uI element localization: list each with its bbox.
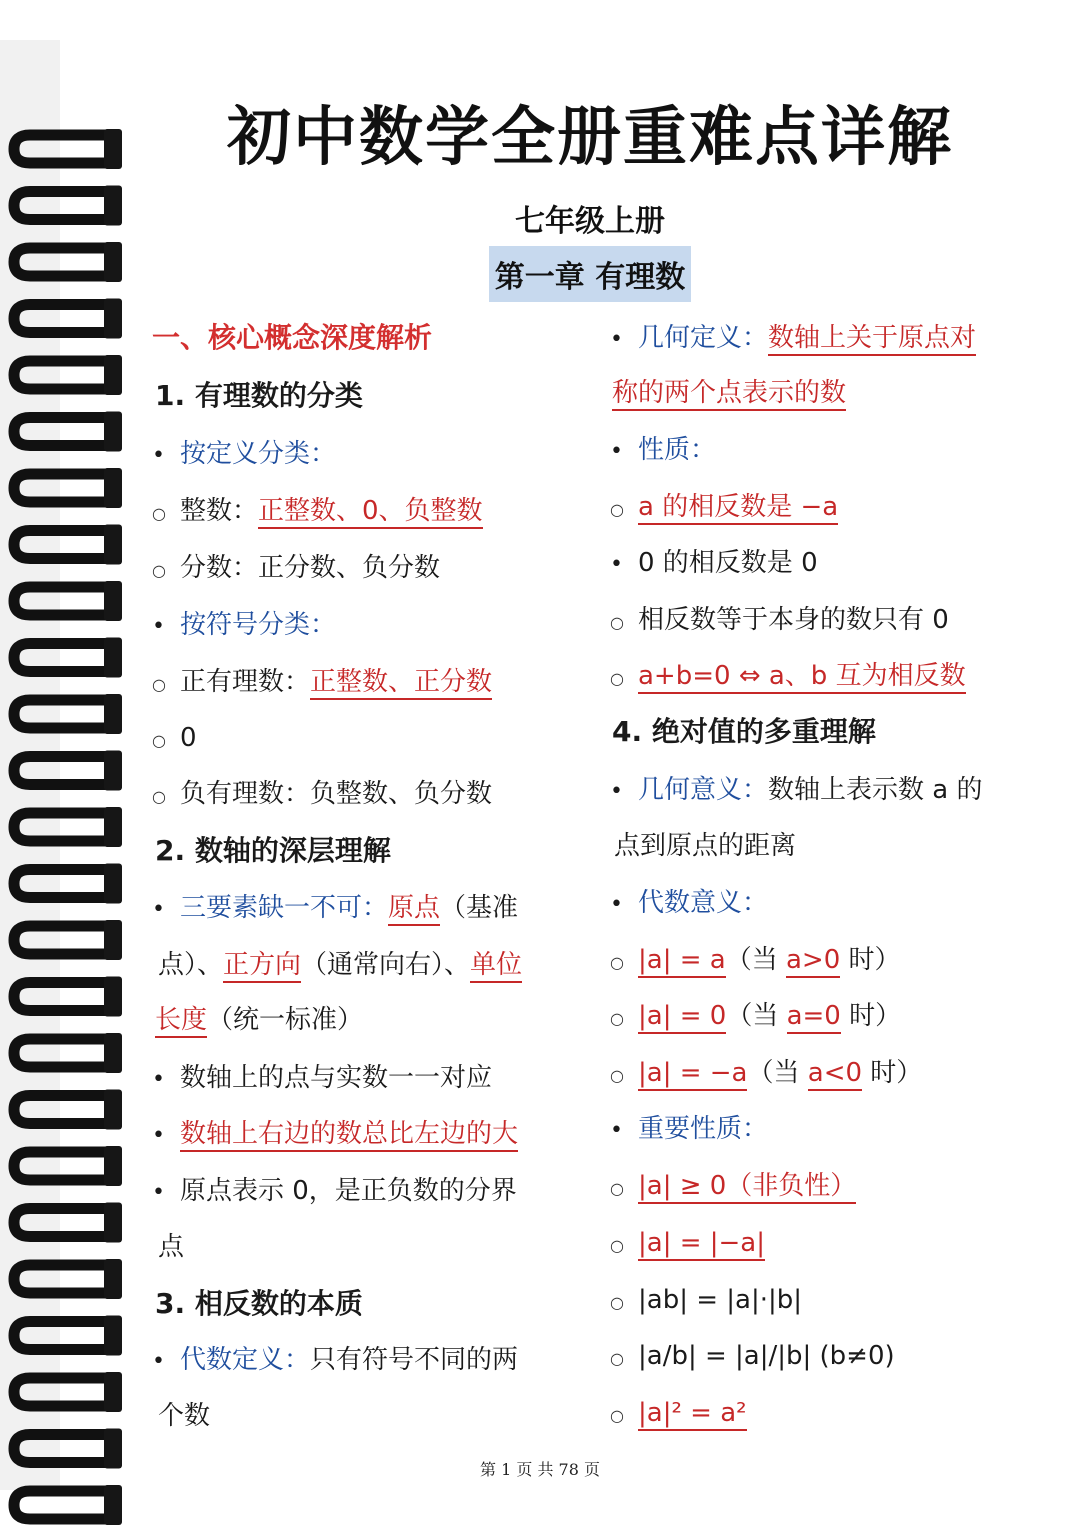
circle-bullet-icon: ○: [152, 787, 166, 806]
binding-hole: [104, 638, 122, 678]
circle-bullet-icon: ○: [610, 953, 624, 972]
bullet-icon: •: [152, 1067, 165, 1092]
section-heading: 一、核心概念深度解析: [152, 321, 433, 354]
binding-hole: [104, 299, 122, 339]
sub-item: ○ 0: [152, 718, 197, 761]
binding-hole: [104, 1146, 122, 1186]
circle-bullet-icon: ○: [152, 675, 166, 694]
circle-bullet-icon: ○: [152, 731, 166, 750]
bullet-icon: •: [610, 1118, 623, 1143]
circle-bullet-icon: ○: [610, 500, 624, 519]
bullet-icon: •: [610, 327, 623, 352]
binding-hole: [104, 751, 122, 791]
sub-item: ○ |a| = a（当 a>0 时）: [610, 940, 901, 983]
sub-item: ○ |a| ≥ 0（非负性）: [610, 1166, 856, 1209]
circle-bullet-icon: ○: [610, 669, 624, 688]
bullet-item: • 按定义分类：: [152, 434, 336, 476]
sub-item: ○ 正有理数：正整数、正分数: [152, 662, 492, 705]
binding-hole: [104, 355, 122, 395]
binding-hole: [104, 1033, 122, 1073]
bullet-continuation: 点）、正方向（通常向右）、单位: [158, 945, 522, 985]
bullet-item: • 数轴上右边的数总比左边的大: [152, 1114, 518, 1156]
binding-hole: [104, 1259, 122, 1299]
subheading-absolute-value: 4. 绝对值的多重理解: [612, 715, 876, 748]
binding-hole: [104, 1316, 122, 1356]
sub-item: ○ 负有理数：负整数、负分数: [152, 774, 492, 817]
binding-hole: [104, 242, 122, 282]
subheading-classification: 1. 有理数的分类: [155, 379, 363, 412]
bullet-continuation: 点到原点的距离: [614, 831, 797, 861]
sub-item: ○ 分数：正分数、负分数: [152, 548, 440, 591]
subheading-opposite: 3. 相反数的本质: [155, 1287, 363, 1320]
sub-item: ○ |ab| = |a|·|b|: [610, 1280, 802, 1323]
binding-hole: [104, 525, 122, 565]
grade-subtitle: 七年级上册: [515, 204, 665, 239]
binding-hole: [104, 412, 122, 452]
bullet-icon: •: [152, 614, 165, 639]
bullet-icon: •: [152, 1123, 165, 1148]
sub-item: ○ 整数：正整数、0、负整数: [152, 491, 483, 534]
circle-bullet-icon: ○: [610, 1066, 624, 1085]
binding-hole: [104, 129, 122, 169]
page-footer: 第 1 页 共 78 页: [480, 1460, 600, 1479]
chapter-heading: 第一章 有理数: [489, 246, 691, 302]
bullet-icon: •: [152, 1180, 165, 1205]
bullet-item: • 三要素缺一不可：原点（基准: [152, 888, 518, 930]
bullet-icon: •: [610, 552, 623, 577]
binding-hole: [104, 807, 122, 847]
spiral-binding: [0, 0, 140, 1528]
bullet-item: • 按符号分类：: [152, 605, 336, 647]
bullet-item: • 代数定义：只有符号不同的两: [152, 1340, 518, 1382]
bullet-item: • 性质：: [610, 430, 716, 472]
circle-bullet-icon: ○: [610, 1349, 624, 1368]
bullet-item: • 0 的相反数是 0: [610, 543, 818, 585]
binding-hole: [104, 920, 122, 960]
bullet-continuation: 点: [158, 1232, 185, 1262]
bullet-item: • 原点表示 0，是正负数的分界: [152, 1171, 517, 1213]
circle-bullet-icon: ○: [152, 504, 166, 523]
binding-hole: [104, 1203, 122, 1243]
bullet-continuation: 称的两个点表示的数: [612, 373, 846, 413]
bullet-item: • 几何意义：数轴上表示数 a 的: [610, 770, 982, 812]
circle-bullet-icon: ○: [610, 1293, 624, 1312]
circle-bullet-icon: ○: [152, 561, 166, 580]
circle-bullet-icon: ○: [610, 1406, 624, 1425]
bullet-item: • 重要性质：: [610, 1109, 768, 1151]
sub-item: ○ |a| = −a（当 a<0 时）: [610, 1053, 922, 1096]
sub-item: ○ |a|² = a²: [610, 1393, 747, 1436]
circle-bullet-icon: ○: [610, 613, 624, 632]
bullet-icon: •: [610, 779, 623, 804]
bullet-icon: •: [152, 443, 165, 468]
bullet-continuation: 长度（统一标准）: [155, 1000, 363, 1040]
subheading-number-line: 2. 数轴的深层理解: [155, 834, 391, 867]
bullet-icon: •: [152, 1349, 165, 1374]
binding-hole: [104, 864, 122, 904]
bullet-item: • 代数意义：: [610, 883, 768, 925]
bullet-icon: •: [152, 897, 165, 922]
sub-item: ○ |a| = 0（当 a=0 时）: [610, 996, 901, 1039]
sub-item: ○ 相反数等于本身的数只有 0: [610, 600, 949, 643]
circle-bullet-icon: ○: [610, 1179, 624, 1198]
circle-bullet-icon: ○: [610, 1236, 624, 1255]
sub-item: ○ a 的相反数是 −a: [610, 487, 838, 530]
binding-hole: [104, 468, 122, 508]
binding-hole: [104, 1372, 122, 1412]
bullet-icon: •: [610, 439, 623, 464]
binding-hole: [104, 581, 122, 621]
sub-item: ○ |a| = |−a|: [610, 1223, 765, 1266]
circle-bullet-icon: ○: [610, 1009, 624, 1028]
sub-item: ○ a+b=0 ⇔ a、b 互为相反数: [610, 656, 966, 699]
binding-hole: [104, 694, 122, 734]
binding-hole: [104, 977, 122, 1017]
bullet-item: • 数轴上的点与实数一一对应: [152, 1058, 492, 1100]
binding-hole: [104, 186, 122, 226]
bullet-continuation: 个数: [158, 1401, 211, 1431]
binding-hole: [104, 1485, 122, 1525]
spiral-ring: [14, 1491, 108, 1519]
bullet-icon: •: [610, 892, 623, 917]
page-title: 初中数学全册重难点详解: [227, 101, 953, 175]
bullet-item: • 几何定义：数轴上关于原点对: [610, 318, 976, 360]
binding-hole: [104, 1090, 122, 1130]
sub-item: ○ |a/b| = |a|/|b| (b≠0): [610, 1336, 895, 1379]
